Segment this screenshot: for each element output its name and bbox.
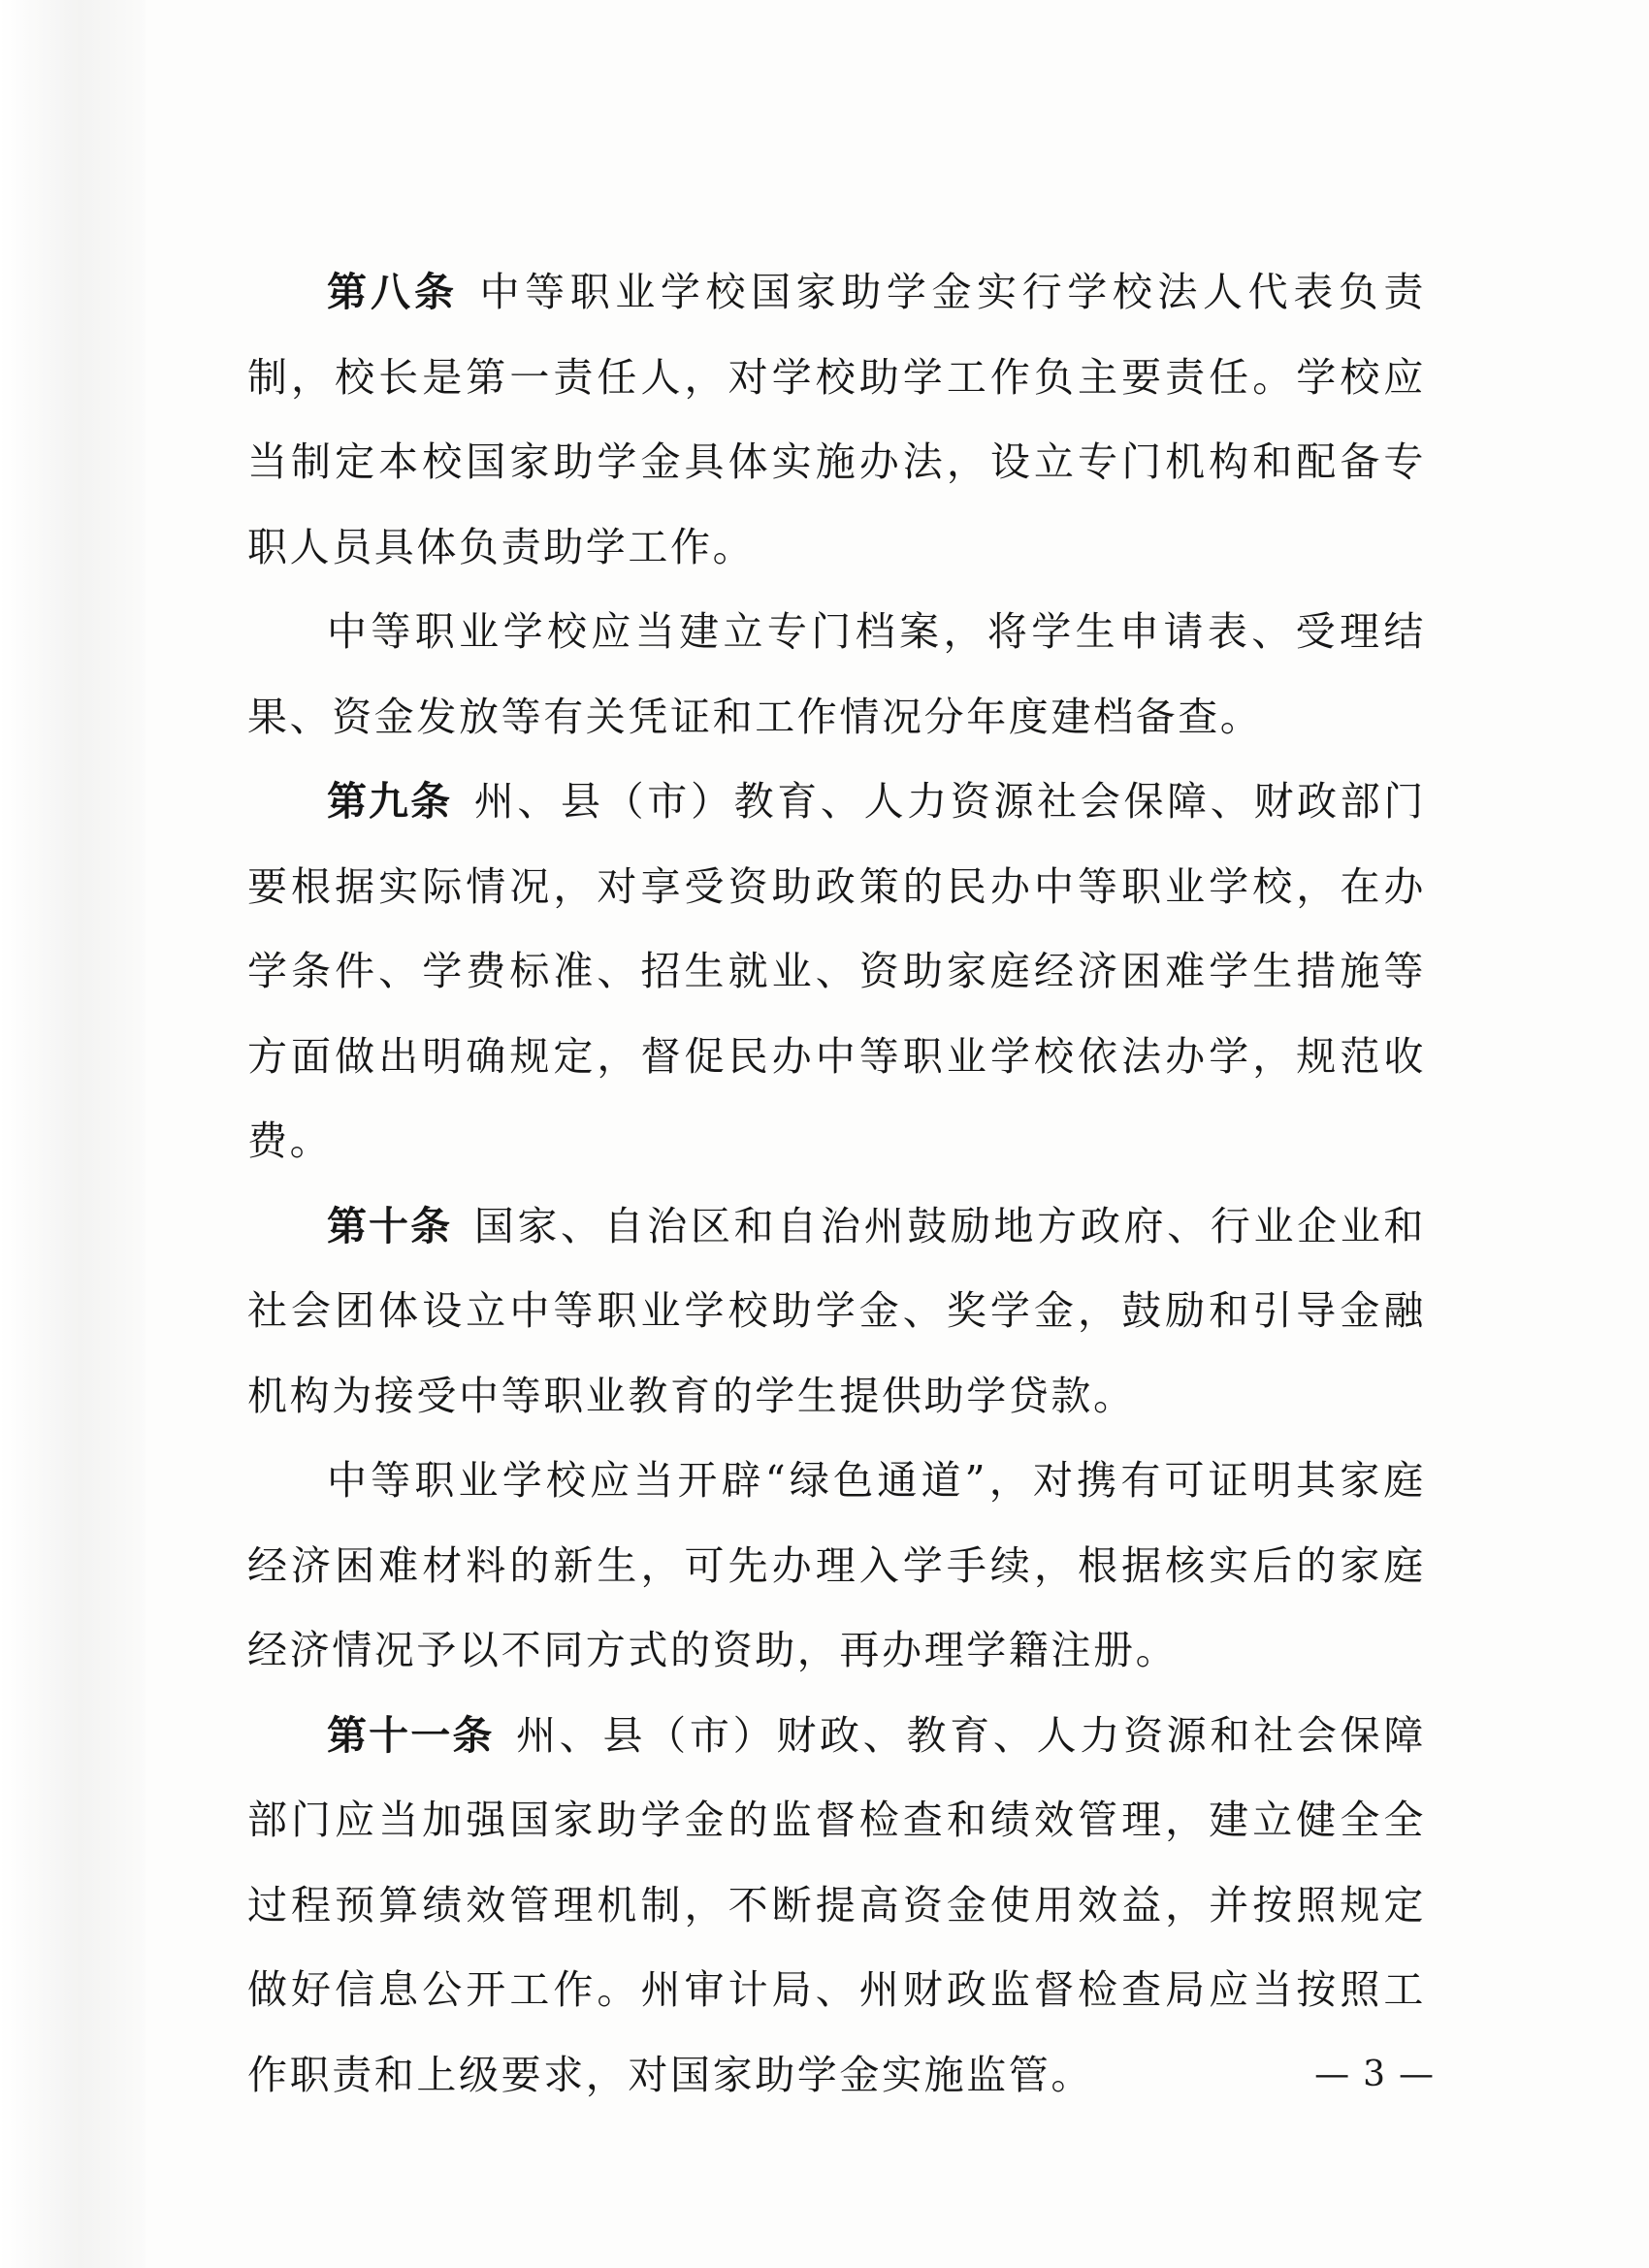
page-number-dash-left: — — [1314, 2055, 1350, 2094]
page-number-dash-right: — — [1399, 2055, 1434, 2094]
paragraph-text: 州、县（市）教育、人力资源社会保障、财政部门要根据实际情况，对享受资助政策的民办中等职业学校，在办学条件、学费标准、招生就业、资助家庭经济困难学生措施等方面做出明确规定，督促民办中等职业学校依法办学，规范收费。 — [247, 778, 1426, 1164]
paragraph-text: 州、县（市）财政、教育、人力资源和社会保障部门应当加强国家助学金的监督检查和绩效管理，建立健全全过程预算绩效管理机制，不断提高资金使用效益，并按照规定做好信息公开工作。州审计局、州财政监督检查局应当按照工作职责和上级要求，对国家助学金实施监管。 — [247, 1711, 1426, 2098]
paragraph-green-channel — [247, 1439, 1426, 1694]
document-body — [247, 250, 1426, 2118]
article-heading: 第八条 — [327, 269, 458, 315]
paragraph-text: 中等职业学校应当建立专门档案，将学生申请表、受理结果、资金发放等有关凭证和工作情况分年度建档备查。 — [247, 608, 1426, 740]
scan-shadow-edge — [0, 0, 146, 2268]
paragraph-text: 中等职业学校国家助学金实行学校法人代表负责制，校长是第一责任人，对学校助学工作负主要责任。学校应当制定本校国家助学金具体实施办法，设立专门机构和配备专职人员具体负责助学工作。 — [247, 269, 1426, 570]
paragraph-text: 国家、自治区和自治州鼓励地方政府、行业企业和社会团体设立中等职业学校助学金、奖学金，鼓励和引导金融机构为接受中等职业教育的学生提供助学贷款。 — [247, 1202, 1426, 1419]
paragraph-article-8 — [247, 250, 1426, 590]
paragraph-text: 中等职业学校应当开辟“绿色通道”，对携有可证明其家庭经济困难材料的新生，可先办理入学手续，根据核实后的家庭经济情况予以不同方式的资助，再办理学籍注册。 — [247, 1457, 1426, 1673]
page-number — [1314, 2055, 1434, 2094]
paragraph-article-10 — [247, 1184, 1426, 1440]
page-number-value: 3 — [1363, 2055, 1385, 2094]
paragraph-article-11 — [247, 1694, 1426, 2119]
paragraph-archives — [247, 590, 1426, 760]
article-heading: 第十条 — [327, 1202, 453, 1249]
article-heading: 第十一条 — [327, 1711, 495, 1759]
paragraph-article-9 — [247, 760, 1426, 1184]
article-heading: 第九条 — [327, 778, 453, 825]
